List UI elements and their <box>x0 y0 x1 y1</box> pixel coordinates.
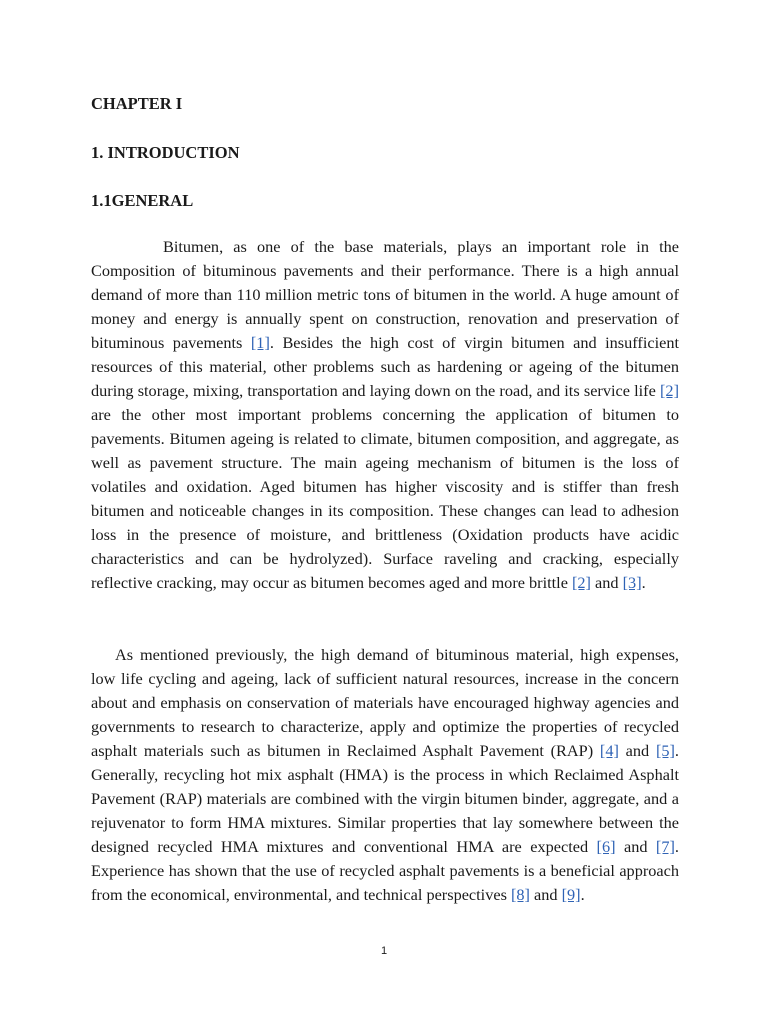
citation-link[interactable]: [3] <box>622 573 642 592</box>
page-number: 1 <box>380 945 388 957</box>
paragraph-text: are the other most important problems concerning the application of bitumen to pavements. Bitumen ageing is related to climate, bitumen composition, and aggregate, as well as pavement structure. The main ageing mechanism of bitumen is the loss of volatiles and oxidation. Aged bitumen has higher viscosity and is stiffer than fresh bitumen and noticeable changes in its composition. These changes can lead to adhesion loss in the presence of moisture, and brittleness (Oxidation products have acidic characteristics and can be hydrolyzed). Surface raveling and cracking, especially reflective cracking, may occur as bitumen becomes aged and more brittle <box>91 405 679 592</box>
paragraph-text: and <box>618 741 656 760</box>
subsection-heading: 1.1GENERAL <box>91 191 194 210</box>
citation-link[interactable]: [8] <box>510 885 530 904</box>
citation-link[interactable]: [2] <box>572 573 591 592</box>
paragraph-text: . <box>580 885 585 904</box>
paragraph-text: and <box>529 885 562 904</box>
citation-link[interactable]: [6] <box>596 837 616 856</box>
paragraph-text: . Besides the high cost of virgin bitumen and insufficient resources of this material, other problems such as hardening or ageing of the bitumen during storage, mixing, transportation and laying down on the road, and its service life <box>91 333 679 400</box>
section-heading: 1. INTRODUCTION <box>91 143 240 162</box>
citation-link[interactable]: [2] <box>660 381 679 400</box>
citation-link[interactable]: [5] <box>655 741 675 760</box>
paragraph-text: and <box>590 573 623 592</box>
chapter-heading: CHAPTER I <box>91 94 183 113</box>
citation-link[interactable]: [9] <box>561 885 581 904</box>
paragraph-text: . Experience has shown that the use of recycled asphalt pavements is a beneficial approach from the economical, environmental, and technical perspectives <box>91 837 679 904</box>
paragraph-text: As mentioned previously, the high demand of bituminous material, high expenses, low life cycling and ageing, lack of sufficient natural resources, increase in the concern about and emphasis on conservation of materials have encouraged highway agencies and governments to research to characterize, apply and optimize the properties of recycled asphalt materials such as bitumen in Reclaimed Asphalt Pavement (RAP) <box>91 645 679 760</box>
paragraph-text: and <box>615 837 656 856</box>
paragraph-text: . Generally, recycling hot mix asphalt (HMA) is the process in which Reclaimed Asphalt Pavement (RAP) materials are combined with the virgin bitumen binder, aggregate, and a rejuvenator to form HMA mixtures. Similar properties that lay somewhere between the designed recycled HMA mixtures and conventional HMA are expected <box>91 741 679 856</box>
paragraph-text: . <box>641 573 646 592</box>
body-paragraph-1 <box>91 235 679 595</box>
citation-link[interactable]: [4] <box>599 741 619 760</box>
citation-link[interactable]: [1] <box>250 333 270 352</box>
body-paragraph-2 <box>91 643 679 907</box>
paragraph-text: Bitumen, as one of the base materials, plays an important role in the Composition of bituminous pavements and their performance. There is a high annual demand of more than 110 million metric tons of bitumen in the world. A huge amount of money and energy is annually spent on construction, renovation and preservation of bituminous pavements <box>91 237 679 352</box>
citation-link[interactable]: [7] <box>655 837 675 856</box>
